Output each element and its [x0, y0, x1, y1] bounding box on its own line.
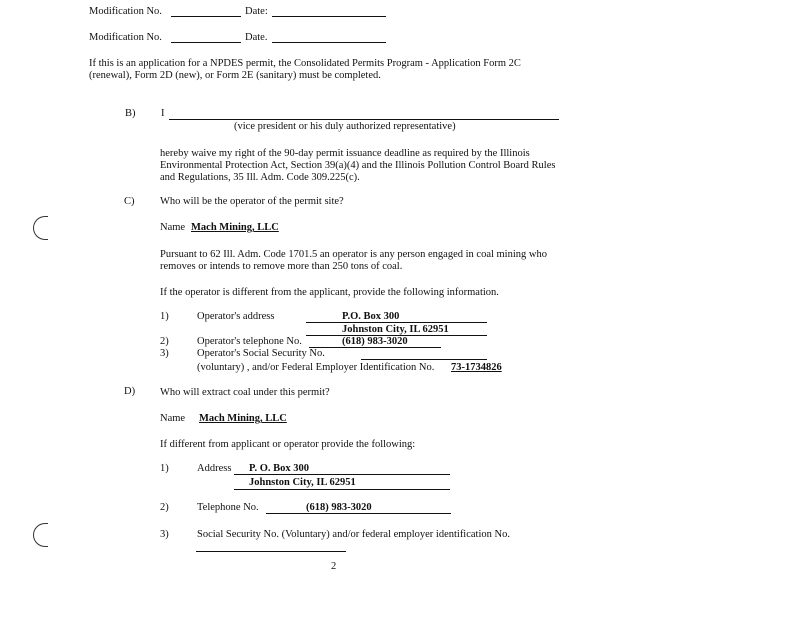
- waiver-text: [160, 148, 580, 184]
- extractor-item-2-num: 2): [160, 502, 169, 513]
- section-b-i: I: [161, 108, 165, 119]
- operator-item-3-num: 3): [160, 348, 169, 359]
- representative-caption: (vice president or his duly authorized representative): [234, 121, 456, 132]
- operator-item-2-num: 2): [160, 336, 169, 347]
- extractor-diff-instruction: If different from applicant or operator provide the following:: [160, 439, 416, 450]
- extractor-address-line-2: [234, 489, 450, 490]
- modification-no-label-1: Modification No.: [89, 6, 162, 17]
- npdes-note-line-1: If this is an application for a NPDES permit, the Consolidated Permits Program - Application Form 2C: [89, 58, 521, 69]
- hole-punch-mark-1: [33, 216, 48, 240]
- operator-fein-value: 73-1734826: [451, 362, 502, 373]
- modification-no-line-1: [171, 16, 241, 17]
- operator-diff-instruction: If the operator is different from the applicant, provide the following information.: [160, 287, 499, 298]
- pursuant-text-line-2: removes or intends to remove more than 250 tons of coal.: [160, 261, 403, 272]
- extractor-telephone-value: (618) 983-3020: [306, 502, 372, 513]
- extractor-name-label: Name: [160, 413, 186, 424]
- extractor-item-3-num: 3): [160, 529, 169, 540]
- operator-name-value: Mach Mining, LLC: [191, 222, 279, 233]
- extractor-question: Who will extract coal under this permit?: [160, 387, 330, 398]
- extractor-name-value: Mach Mining, LLC: [199, 413, 287, 424]
- operator-item-1-num: 1): [160, 311, 169, 322]
- waiver-text-line-1: hereby waive my right of the 90-day permit issuance deadline as required by the Illinois: [160, 148, 530, 159]
- npdes-note-line-2: (renewal), Form 2D (new), or Form 2E (sanitary) must be completed.: [89, 70, 381, 81]
- waiver-text-line-2: Environmental Protection Act, Section 39(a)(4) and the Illinois Pollution Control Board Rules: [160, 160, 556, 171]
- operator-address-value-1: P.O. Box 300: [342, 311, 400, 322]
- extractor-item-1-num: 1): [160, 463, 169, 474]
- operator-telephone-label: Operator's telephone No.: [197, 336, 302, 347]
- modification-no-line-2: [171, 42, 241, 43]
- extractor-address-value-1: P. O. Box 300: [249, 463, 309, 474]
- date-line-2: [272, 42, 386, 43]
- date-line-1: [272, 16, 386, 17]
- pursuant-text-line-1: Pursuant to 62 Ill. Adm. Code 1701.5 an operator is any person engaged in coal mining who: [160, 249, 547, 260]
- npdes-note: [89, 58, 569, 82]
- operator-ssn-line: [361, 359, 487, 360]
- date-label-1: Date:: [245, 6, 268, 17]
- operator-ssn-label: Operator's Social Security No.: [197, 348, 325, 359]
- section-b-letter: B): [125, 108, 136, 119]
- extractor-address-label: Address: [197, 463, 232, 474]
- operator-fein-label: (voluntary) , and/or Federal Employer Identification No.: [197, 362, 435, 373]
- date-label-2: Date.: [245, 32, 268, 43]
- hole-punch-mark-2: [33, 523, 48, 547]
- modification-no-label-2: Modification No.: [89, 32, 162, 43]
- extractor-ssn-fein-label: Social Security No. (Voluntary) and/or federal employer identification No.: [197, 529, 510, 540]
- page-number: 2: [331, 561, 337, 572]
- section-c-letter: C): [124, 196, 135, 207]
- operator-telephone-value: (618) 983-3020: [342, 336, 408, 347]
- operator-address-label: Operator's address: [197, 311, 275, 322]
- extractor-address-value-2: Johnston City, IL 62951: [249, 477, 356, 488]
- operator-question: Who will be the operator of the permit site?: [160, 196, 344, 207]
- representative-signature-line: [169, 119, 559, 120]
- extractor-ssn-fein-line: [196, 551, 346, 552]
- operator-address-value-2: Johnston City, IL 62951: [342, 324, 449, 335]
- section-d-letter: D): [124, 386, 136, 397]
- extractor-telephone-label: Telephone No.: [197, 502, 259, 513]
- operator-name-label: Name: [160, 222, 186, 233]
- pursuant-text: [160, 249, 580, 273]
- waiver-text-line-3: and Regulations, 35 Ill. Adm. Code 309.225(c).: [160, 172, 360, 183]
